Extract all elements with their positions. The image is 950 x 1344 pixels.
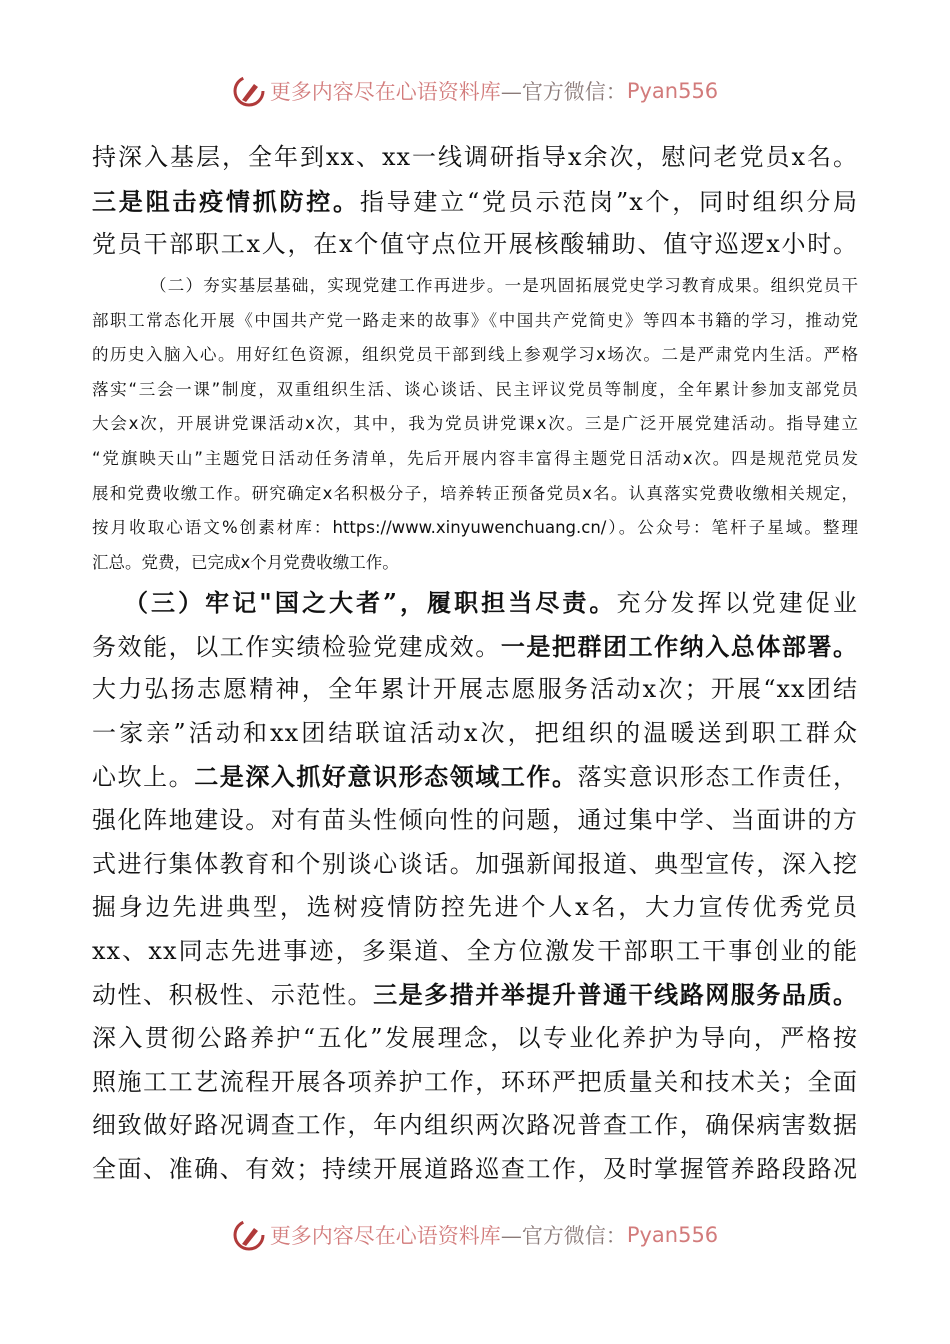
body-text: 党员干部职工x人，在x个值守点位开展核酸辅助、值守巡逻x小时。 [92, 230, 858, 259]
body-text: 落实“三会一课”制度，双重组织生活、谈心谈话、民主评议党员等制度，全年累计参加支部党员 [92, 379, 858, 399]
body-text: 式进行集体教育和个别谈心谈话。加强新闻报道、典型宣传，深入挖 [92, 849, 858, 878]
body-text: 按月收取心语文%创素材库：https://www.xinyuwenchuang.cn/）。公众号：笔杆子星域。整理 [92, 518, 858, 538]
text-line [92, 373, 858, 408]
watermark-separator: —官方微信： [500, 80, 627, 104]
text-line [92, 1104, 858, 1148]
text-line [92, 477, 858, 512]
body-text: 强化阵地建设。对有苗头性倾向性的问题，通过集中学、当面讲的方 [92, 805, 858, 834]
pen-logo-icon [232, 1218, 266, 1252]
text-line [92, 136, 858, 180]
text-line [92, 581, 858, 625]
text-line [92, 304, 858, 339]
body-text: 落实意识形态工作责任， [577, 763, 859, 792]
text-line [92, 180, 858, 224]
paragraph-1 [92, 136, 858, 267]
text-line [92, 668, 858, 712]
text-line [92, 1017, 858, 1061]
watermark-wechat-id: Pyan556 [626, 1223, 719, 1247]
text-line [92, 269, 858, 304]
bold-heading-text: 三是多措并举提升普通干线路网服务品质。 [373, 980, 859, 1010]
body-text: 充分发挥以党建促业 [616, 589, 858, 617]
body-text: 的历史入脑入心。用好红色资源，组织党员干部到线上参观学习x场次。二是严肃党内生活。严格 [92, 345, 858, 365]
body-text: 细致做好路况调查工作，年内组织两次路况普查工作，确保病害数据 [92, 1111, 858, 1140]
watermark-header [0, 74, 950, 108]
body-text: 动性、积极性、示范性。 [92, 981, 374, 1010]
text-line [92, 546, 858, 581]
text-line [92, 755, 858, 799]
body-text: 汇总。党费，已完成x个月党费收缴工作。 [92, 552, 399, 572]
body-text: 部职工常态化开展《中国共产党一路走来的故事》《中国共产党简史》等四本书籍的学习，推动党 [92, 310, 858, 330]
pen-logo-icon [232, 74, 266, 108]
text-line [92, 223, 858, 267]
body-text: xx、xx同志先进事迹，多渠道、全方位激发干部职工干事创业的能 [92, 936, 858, 965]
bold-heading-text: （三）牢记"国之大者”，履职担当尽责。 [124, 588, 617, 617]
text-line [92, 407, 858, 442]
watermark-text: 更多内容尽在心语资料库 [269, 1224, 501, 1248]
text-line [92, 930, 858, 974]
watermark-wechat-id: Pyan556 [626, 79, 719, 103]
body-text: （二）夯实基层基础，实现党建工作再进步。一是巩固拓展党史学习教育成果。组织党员干 [150, 276, 858, 295]
bold-heading-text: 一是把群团工作纳入总体部署。 [500, 631, 858, 661]
text-line [92, 442, 858, 477]
body-text: “党旗映天山”主题党日活动任务清单，先后开展内容丰富得主题党日活动x次。四是规范党员发 [92, 448, 858, 468]
text-line [92, 886, 858, 930]
text-line [92, 799, 858, 843]
body-text: 掘身边先进典型，选树疫情防控先进个人x名，大力宣传优秀党员 [92, 893, 858, 922]
watermark-footer [0, 1218, 950, 1252]
body-text: 展和党费收缴工作。研究确定x名积极分子，培养转正预备党员x名。认真落实党费收缴相关规定， [92, 483, 858, 503]
text-line [92, 843, 858, 887]
text-line [92, 511, 858, 546]
body-text: 照施工工艺流程开展各项养护工作，环环严把质量关和技术关；全面 [92, 1067, 858, 1096]
text-line [92, 973, 858, 1017]
watermark-text: 更多内容尽在心语资料库 [269, 80, 501, 104]
body-text: 心坎上。 [92, 763, 195, 792]
body-text: 大会x次，开展讲党课活动x次，其中，我为党员讲党课x次。三是广泛开展党建活动。指导建立 [92, 414, 858, 434]
text-line [92, 625, 858, 669]
bold-heading-text: 二是深入抓好意识形态领域工作。 [194, 762, 578, 792]
body-text: 大力弘扬志愿精神，全年累计开展志愿服务活动x次；开展“xx团结 [92, 675, 858, 704]
body-text: 持深入基层，全年到xx、xx一线调研指导x余次，慰问老党员x名。 [92, 143, 858, 171]
text-line [92, 1061, 858, 1105]
body-text: 深入贯彻公路养护“五化”发展理念，以专业化养护为导向，严格按 [92, 1023, 858, 1052]
watermark-separator: —官方微信： [500, 1224, 627, 1248]
body-text: 务效能，以工作实绩检验党建成效。 [92, 632, 501, 661]
body-text: 指导建立“党员示范岗”x个，同时组织分局 [359, 187, 859, 216]
body-text: 一家亲”活动和xx团结联谊活动x次，把组织的温暖送到职工群众 [92, 718, 858, 747]
body-text: 全面、准确、有效；持续开展道路巡查工作，及时掌握管养路段路况 [92, 1154, 858, 1183]
text-line [92, 712, 858, 756]
paragraph-3 [92, 581, 858, 1191]
text-line [92, 1148, 858, 1192]
bold-heading-text: 三是阻击疫情抓防控。 [92, 186, 360, 216]
paragraph-2 [92, 269, 858, 580]
text-line [92, 338, 858, 373]
